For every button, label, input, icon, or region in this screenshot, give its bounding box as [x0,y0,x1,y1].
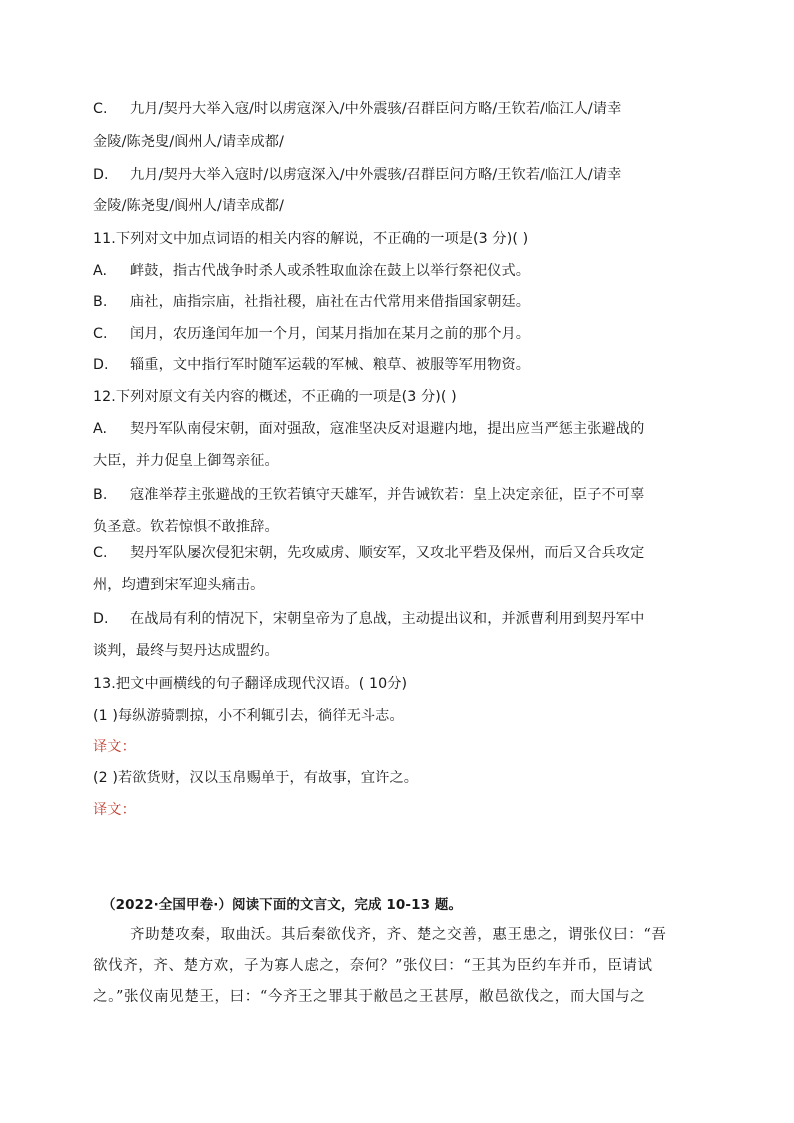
q13-stem: 13.把文中画横线的句子翻译成现代汉语。( 10分) [93,676,408,692]
q11-option-a: A. 衅鼓，指古代战争时杀人或杀牲取血涂在鼓上以举行祭祀仪式。 [93,263,531,279]
q13-answer-1-label: 译文： [93,739,136,755]
q11-option-b: B. 庙社，庙指宗庙，社指社稷，庙社在古代常用来借指国家朝廷。 [93,294,531,310]
q12-option-b-line1: B. 寇准举荐主张避战的王钦若镇守天雄军，并告诫钦若：皇上决定亲征，臣子不可辜 [93,487,645,503]
q12-option-c-line1: C. 契丹军队屡次侵犯宋朝，先攻威虏、顺安军，又攻北平砦及保州，而后又合兵攻定 [93,545,645,561]
q12-stem: 12.下列对原文有关内容的概述，不正确的一项是(3 分)( ) [93,389,457,405]
passage-heading: （2022·全国甲卷·）阅读下面的文言文，完成 10-13 题。 [102,897,463,913]
q12-option-d-line1: D. 在战局有利的情况下，宋朝皇帝为了息战，主动提出议和，并派曹利用到契丹军中 [93,611,645,627]
q11-stem: 11.下列对文中加点词语的相关内容的解说，不正确的一项是(3 分)( ) [93,231,529,247]
q13-answer-2-label: 译文： [93,802,136,818]
q11-option-d: D. 辎重，文中指行军时随军运载的军械、粮草、被服等军用物资。 [93,357,531,373]
q12-option-c-line2: 州，均遭到宋军迎头痛击。 [93,577,265,593]
passage-line-1: 齐助楚攻秦，取曲沃。其后秦欲伐齐，齐、楚之交善，惠王患之，谓张仪曰：“吾 [130,927,667,943]
option-label: D. [93,167,109,183]
q12-option-b-line2: 负圣意。钦若惊惧不敢推辞。 [93,519,279,535]
q13-sentence-2: (2 )若欲货财，汉以玉帛赐单于，有故事，宜许之。 [93,770,419,786]
q12-option-d-line2: 谈判，最终与契丹达成盟约。 [93,643,279,659]
q11-option-c: C. 闰月，农历逢闰年加一个月，闰某月指加在某月之前的那个月。 [93,326,531,342]
q10-option-d-line2: 金陵/陈尧叟/阆州人/请幸成都/ [93,198,284,214]
q10-option-c-line2: 金陵/陈尧叟/阆州人/请幸成都/ [93,134,284,150]
passage-line-3: 之。”张仪南见楚王，曰：“今齐王之罪其于敝邑之王甚厚，敝邑欲伐之，而大国与之 [93,989,646,1005]
q13-sentence-1: (1 )每纵游骑剽掠，小不利辄引去，徜徉无斗志。 [93,708,404,724]
passage-line-2: 欲伐齐，齐、楚方欢，子为寡人虑之，奈何？”张仪曰：“王其为臣约车并币，臣请试 [93,958,653,974]
q12-option-a-line1: A. 契丹军队南侵宋朝，面对强敌，寇准坚决反对退避内地，提出应当严惩主张避战的 [93,421,645,437]
option-label: C. [93,101,108,117]
q10-option-d-line1: D. 九月/契丹大举入寇时/以虏寇深入/中外震骇/召群臣问方略/王钦若/临江人/请幸 [93,167,622,183]
q12-option-a-line2: 大臣，并力促皇上御驾亲征。 [93,453,279,469]
q10-option-c-line1: C. 九月/契丹大举入寇/时以虏寇深入/中外震骇/召群臣问方略/王钦若/临江人/请幸 [93,101,622,117]
